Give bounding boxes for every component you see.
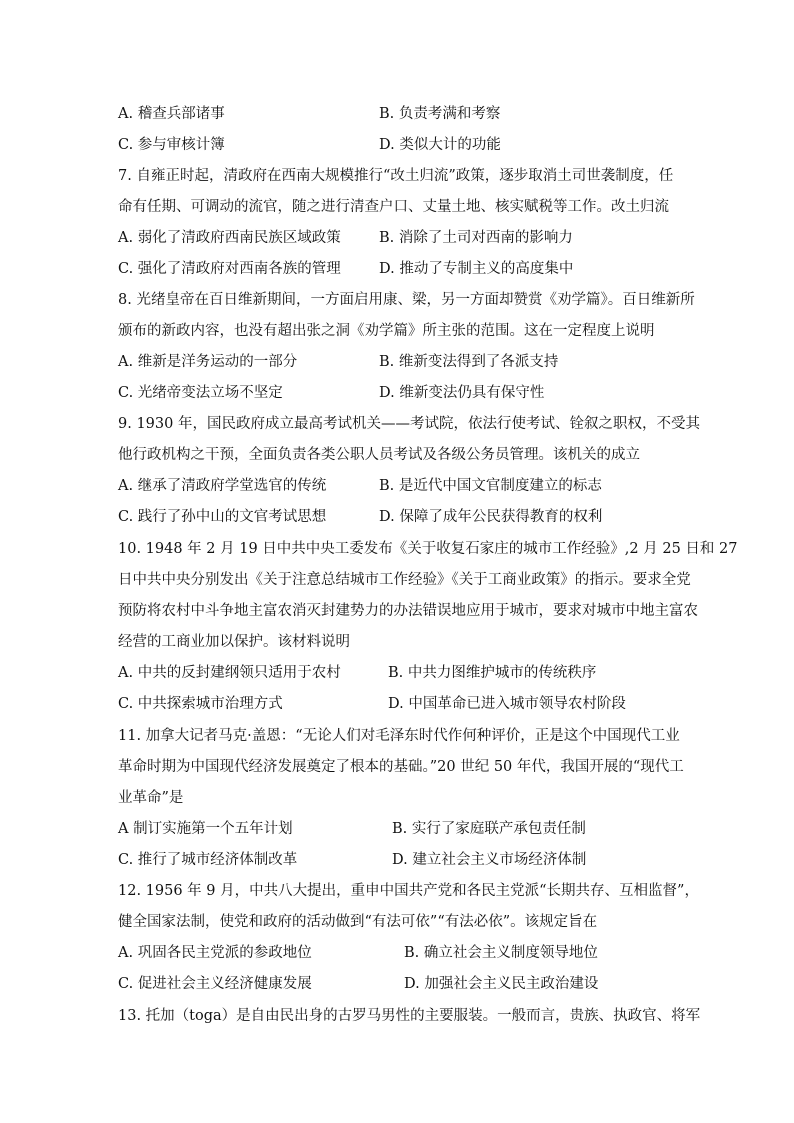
q6-option-b: B. 负责考满和考察 xyxy=(379,106,501,122)
q9-option-d: D. 保障了成年公民获得教育的权利 xyxy=(379,509,603,525)
q9-option-b: B. 是近代中国文官制度建立的标志 xyxy=(379,478,602,494)
q12-option-a: A. 巩固各民主党派的参政地位 xyxy=(118,945,312,961)
q7-option-a: A. 弱化了清政府西南民族区域政策 xyxy=(118,230,341,246)
q10-option-c: C. 中共探索城市治理方式 xyxy=(118,696,283,712)
q9-option-a: A. 继承了清政府学堂选官的传统 xyxy=(118,478,327,494)
q10-stem-line-1: 10. 1948 年 2 月 19 日中共中央工委发布《关于收复石家庄的城市工作经验》,2 月 25 日和 27 xyxy=(118,541,738,557)
q10-option-d: D. 中国革命已进入城市领导农村阶段 xyxy=(388,696,626,712)
q13-stem-line-1: 13. 托加（toga）是自由民出身的古罗马男性的主要服装。一般而言，贵族、执政官、将军 xyxy=(118,1008,701,1024)
q11-option-d: D. 建立社会主义市场经济体制 xyxy=(392,852,587,868)
q6-option-a: A. 稽查兵部诸事 xyxy=(118,106,225,122)
q7-option-d: D. 推动了专制主义的高度集中 xyxy=(379,261,574,277)
q8-option-a: A. 维新是洋务运动的一部分 xyxy=(118,354,298,370)
q9-option-c: C. 践行了孙中山的文官考试思想 xyxy=(118,509,327,525)
q9-stem-line-2: 他行政机构之干预，全面负责各类公职人员考试及各级公务员管理。该机关的成立 xyxy=(118,447,640,463)
q7-option-c: C. 强化了清政府对西南各族的管理 xyxy=(118,261,341,277)
q8-stem-line-1: 8. 光绪皇帝在百日维新期间，一方面启用康、梁，另一方面却赞赏《劝学篇》。百日维新所 xyxy=(118,292,695,308)
q11-stem-line-3: 业革命”是 xyxy=(118,790,184,806)
q12-option-c: C. 促进社会主义经济健康发展 xyxy=(118,976,312,992)
q12-stem-line-2: 健全国家法制，使党和政府的活动做到“有法可依”“有法必依”。该规定旨在 xyxy=(118,914,598,930)
q10-stem-line-3: 预防将农村中斗争地主富农消灭封建势力的办法错误地应用于城市，要求对城市中地主富农 xyxy=(118,603,698,619)
q11-stem-line-2: 革命时期为中国现代经济发展奠定了根本的基础。”20 世纪 50 年代，我国开展的“现代工 xyxy=(118,759,684,775)
q8-stem-line-2: 颁布的新政内容，也没有超出张之洞《劝学篇》所主张的范围。这在一定程度上说明 xyxy=(118,323,655,339)
q8-option-d: D. 维新变法仍具有保守性 xyxy=(379,385,545,401)
q6-option-d: D. 类似大计的功能 xyxy=(379,137,501,153)
q9-stem-line-1: 9. 1930 年，国民政府成立最高考试机关——考试院，依法行使考试、铨叙之职权，不受其 xyxy=(118,416,700,432)
q10-stem-line-2: 日中共中央分别发出《关于注意总结城市工作经验》《关于工商业政策》的指示。要求全党 xyxy=(118,572,691,588)
q11-option-b: B. 实行了家庭联产承包责任制 xyxy=(392,821,586,837)
q8-option-b: B. 维新变法得到了各派支持 xyxy=(379,354,559,370)
q11-option-c: C. 推行了城市经济体制改革 xyxy=(118,852,298,868)
q12-option-d: D. 加强社会主义民主政治建设 xyxy=(404,976,599,992)
q6-option-c: C. 参与审核计簿 xyxy=(118,137,225,153)
q7-stem-line-2: 命有任期、可调动的流官，随之进行清查户口、丈量土地、核实赋税等工作。改土归流 xyxy=(118,199,669,215)
q8-option-c: C. 光绪帝变法立场不坚定 xyxy=(118,385,283,401)
q11-stem-line-1: 11. 加拿大记者马克·盖恩：“无论人们对毛泽东时代作何种评价，正是这个中国现代工业 xyxy=(118,728,680,744)
q10-stem-line-4: 经营的工商业加以保护。该材料说明 xyxy=(118,634,350,650)
q11-option-a: A 制订实施第一个五年计划 xyxy=(118,821,293,837)
q10-option-b: B. 中共力图维护城市的传统秩序 xyxy=(388,665,597,681)
q7-stem-line-1: 7. 自雍正时起，清政府在西南大规模推行“改土归流”政策，逐步取消土司世袭制度，任 xyxy=(118,168,674,184)
q12-stem-line-1: 12. 1956 年 9 月，中共八大提出，重申中国共产党和各民主党派“长期共存、互相监督”， xyxy=(118,883,699,899)
q7-option-b: B. 消除了土司对西南的影响力 xyxy=(379,230,573,246)
q10-option-a: A. 中共的反封建纲领只适用于农村 xyxy=(118,665,341,681)
q12-option-b: B. 确立社会主义制度领导地位 xyxy=(404,945,598,961)
